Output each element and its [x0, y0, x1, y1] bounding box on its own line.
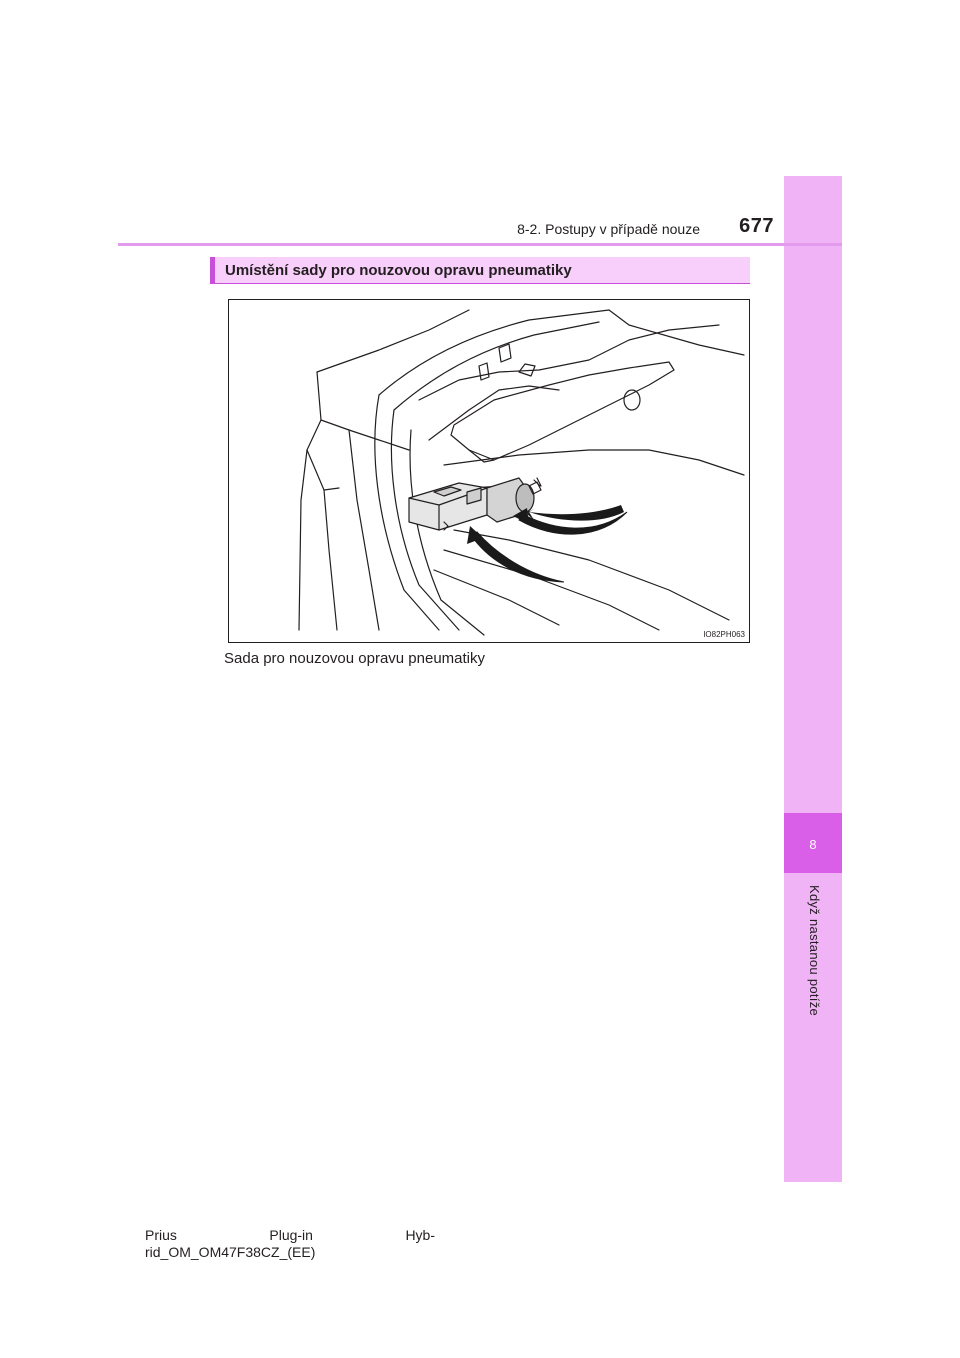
footer-word-3: Hyb-	[405, 1227, 435, 1243]
footer-word-2: Plug-in	[269, 1227, 313, 1243]
side-chapter-tab	[784, 176, 842, 1182]
footer-line-2: rid_OM_OM47F38CZ_(EE)	[145, 1244, 316, 1260]
footer-word-1: Prius	[145, 1227, 177, 1243]
figure-illustration	[228, 299, 750, 643]
figure-code: IO82PH063	[703, 630, 745, 639]
chapter-number-block	[784, 813, 842, 873]
trunk-illustration	[229, 300, 750, 643]
arrow-right	[527, 505, 624, 521]
header-rule	[118, 243, 842, 246]
section-heading	[210, 257, 750, 284]
page-number: 677	[739, 215, 774, 237]
header-section-title: 8-2. Postupy v případě nouze	[517, 221, 700, 237]
chapter-number: 8	[809, 837, 817, 852]
footer-doc-id	[145, 1227, 435, 1261]
figure-caption: Sada pro nouzovou opravu pneumatiky	[224, 650, 486, 667]
chapter-title: Když nastanou potíže	[807, 885, 822, 1017]
section-heading-text: Umístění sady pro nouzovou opravu pneumatiky	[225, 262, 572, 279]
